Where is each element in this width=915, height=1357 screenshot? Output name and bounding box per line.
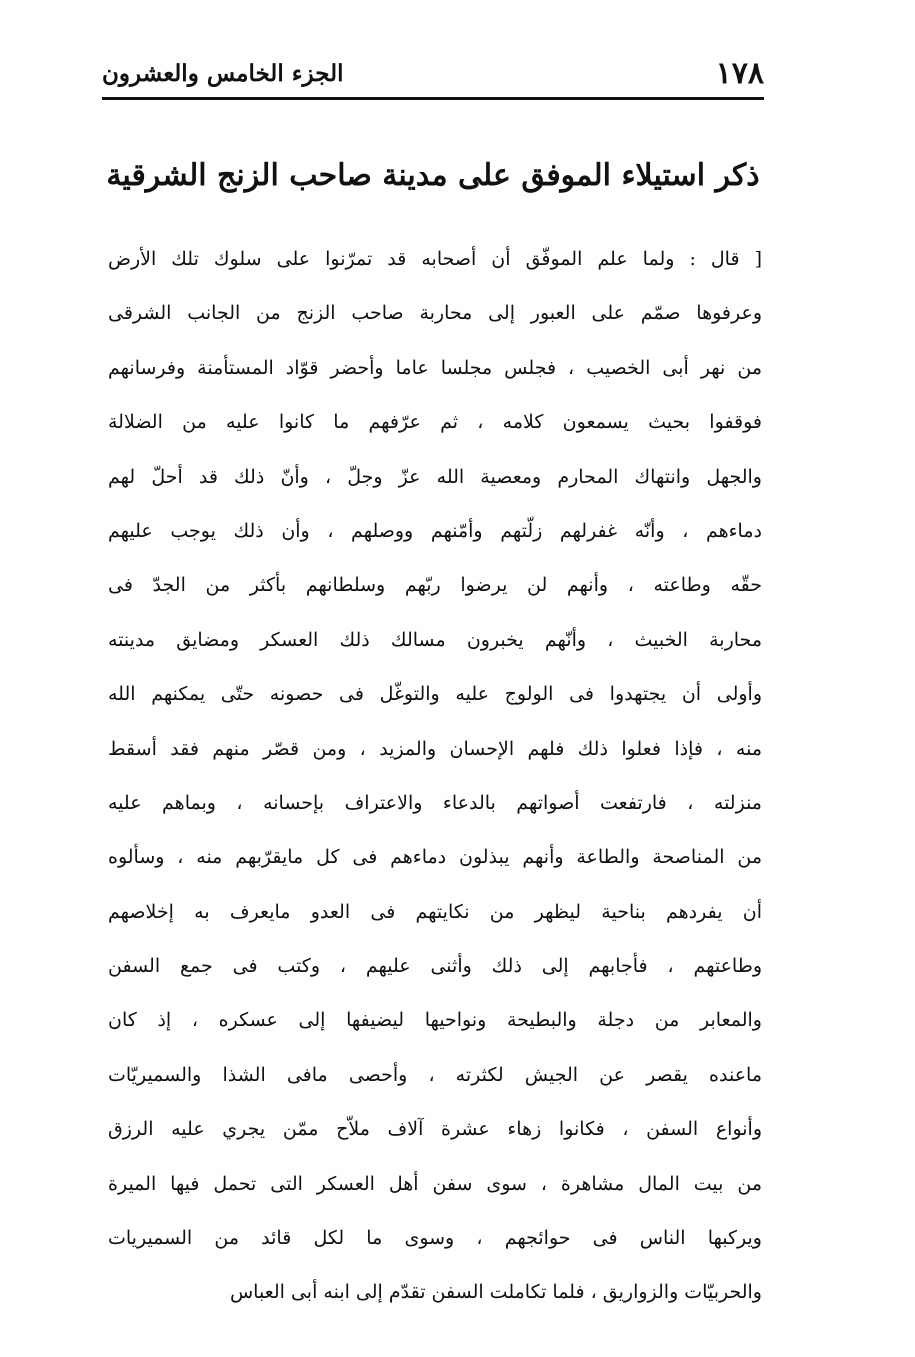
text-line: ماعنده يقصر عن الجيش لكثرته ، وأحصى مافى الشذا والسميريّات [108,1063,762,1086]
text-line: محاربة الخبيث ، وأنّهم يخبرون مسالك ذلك العسكر ومضايق مدينته [108,628,762,651]
text-line: من المناصحة والطاعة وأنهم يبذلون دماءهم فى كل مايقرّبهم منه ، وسألوه [108,846,762,869]
text-line: حقّه وطاعته ، وأنهم لن يرضوا ربّهم وسلطانهم بأكثر من الجدّ فى [108,574,762,597]
text-line: والمعابر من دجلة والبطيحة ونواحيها ليضيفها إلى عسكره ، إذ كان [108,1009,762,1032]
text-line: أن يفردهم بناحية ليظهر من نكايتهم فى العدو مايعرف به إخلاصهم [108,900,762,923]
text-line: منه ، فإذا فعلوا ذلك فلهم الإحسان والمزيد ، ومن قصّر منهم فقد أسقط [108,737,762,760]
text-line: والجهل وانتهاك المحارم ومعصية الله عزّ وجلّ ، وأنّ ذلك قد أحلّ لهم [108,465,762,488]
text-line: وأنواع السفن ، فكانوا زهاء عشرة آلاف ملاّح ممّن يجري عليه الرزق [108,1118,762,1141]
text-line: [ قال : ولما علم الموفّق أن أصحابه قد تمرّنوا على سلوك تلك الأرض [108,248,762,270]
section-heading: ذكر استيلاء الموفق على مدينة صاحب الزنج الشرقية [106,158,760,193]
running-head: الجزء الخامس والعشرون [102,59,344,87]
text-line: من نهر أبى الخصيب ، فجلس مجلسا عاما وأحضر قوّاد المستأمنة وفرسانهم [108,356,762,379]
text-line: وطاعتهم ، فأجابهم إلى ذلك وأثنى عليهم ، وكتب فى جمع السفن [108,955,762,978]
text-line: منزلته ، فارتفعت أصواتهم بالدعاء والاعتراف بإحسانه ، وبماهم عليه [108,791,762,814]
text-line: وأولى أن يجتهدوا فى الولوج عليه والتوغّل فى حصونه حتّى يمكنهم الله [108,683,762,706]
text-line: ويركبها الناس فى حوائجهم ، وسوى ما لكل قائد من السميريات [108,1227,762,1250]
text-line: دماءهم ، وأنّه غفرلهم زلّتهم وأمّنهم ووصلهم ، وأن ذلك يوجب عليهم [108,519,762,542]
body-text [108,232,762,1320]
header-rule [102,97,764,100]
text-line: والحربيّات والزواريق ، فلما تكاملت السفن تقدّم إلى ابنه أبى العباس [229,1281,762,1304]
page-number: ١٧٨ [715,55,764,91]
text-line: وعرفوها صمّم على العبور إلى محاربة صاحب الزنج من الجانب الشرقى [108,302,762,325]
page-header [102,52,764,94]
text-line: من بيت المال مشاهرة ، سوى سفن أهل العسكر التى تحمل فيها الميرة [108,1172,762,1195]
text-line: فوقفوا بحيث يسمعون كلامه ، ثم عرّفهم ما كانوا عليه من الضلالة [108,411,762,434]
